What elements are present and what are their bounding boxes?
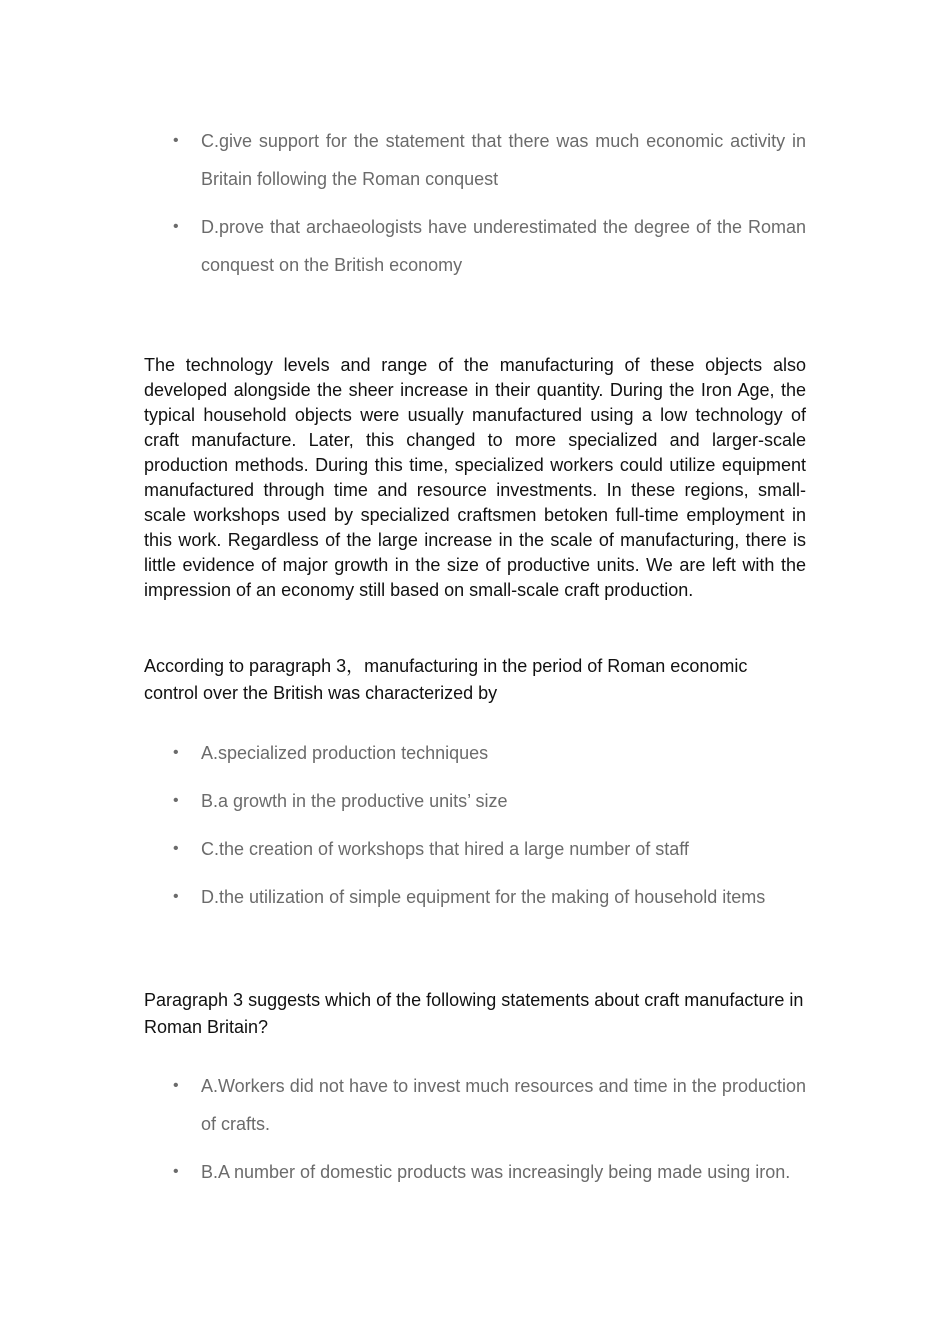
bullet-icon: • [173,1077,179,1094]
option-text: B.A number of domestic products was increasingly being made using iron. [201,1162,791,1182]
bullet-icon: • [173,840,179,857]
bullet-icon: • [173,744,179,761]
option-c[interactable] [144,830,806,868]
bullet-icon: • [173,132,179,149]
option-c[interactable] [144,122,806,198]
option-b[interactable] [144,1153,806,1191]
option-text: A.Workers did not have to invest much resources and time in the production of crafts. [201,1076,806,1134]
question-1-options [144,734,806,916]
question-prompt: Paragraph 3 suggests which of the following statements about craft manufacture in Roman Britain? [144,990,804,1037]
bullet-icon: • [173,1163,179,1180]
option-text: D.the utilization of simple equipment for the making of household items [201,887,766,907]
option-d[interactable] [144,878,806,916]
option-d[interactable] [144,208,806,284]
passage-paragraph: The technology levels and range of the manufacturing of these objects also developed alongside the sheer increase in their quantity. During the Iron Age, the typical household objects were usually manufactured using a low technology of craft manufacture. Later, this changed to more specialized and larger-scale production methods. During this time, specialized workers could utilize equipment manufactured through time and resource investments. In these regions, small-scale workshops used by specialized craftsmen betoken full-time employment in this work. Regardless of the large increase in the scale of manufacturing, there is little evidence of major growth in the size of productive units. We are left with the impression of an economy still based on small-scale craft production. [144,355,806,600]
option-b[interactable] [144,782,806,820]
question-prompt: According to paragraph 3，manufacturing in the period of Roman economic control over the British was characterized by [144,656,748,703]
question-2-options [144,1067,806,1191]
option-text: C.the creation of workshops that hired a large number of staff [201,839,689,859]
bullet-icon: • [173,218,179,235]
bullet-icon: • [173,888,179,905]
option-text: D.prove that archaeologists have underestimated the degree of the Roman conquest on the British economy [201,217,806,275]
previous-question-options [144,122,806,284]
option-a[interactable] [144,734,806,772]
option-text: A.specialized production techniques [201,743,489,763]
option-text: C.give support for the statement that there was much economic activity in Britain following the Roman conquest [201,131,806,189]
bullet-icon: • [173,792,179,809]
option-a[interactable] [144,1067,806,1143]
option-text: B.a growth in the productive units’ size [201,791,508,811]
